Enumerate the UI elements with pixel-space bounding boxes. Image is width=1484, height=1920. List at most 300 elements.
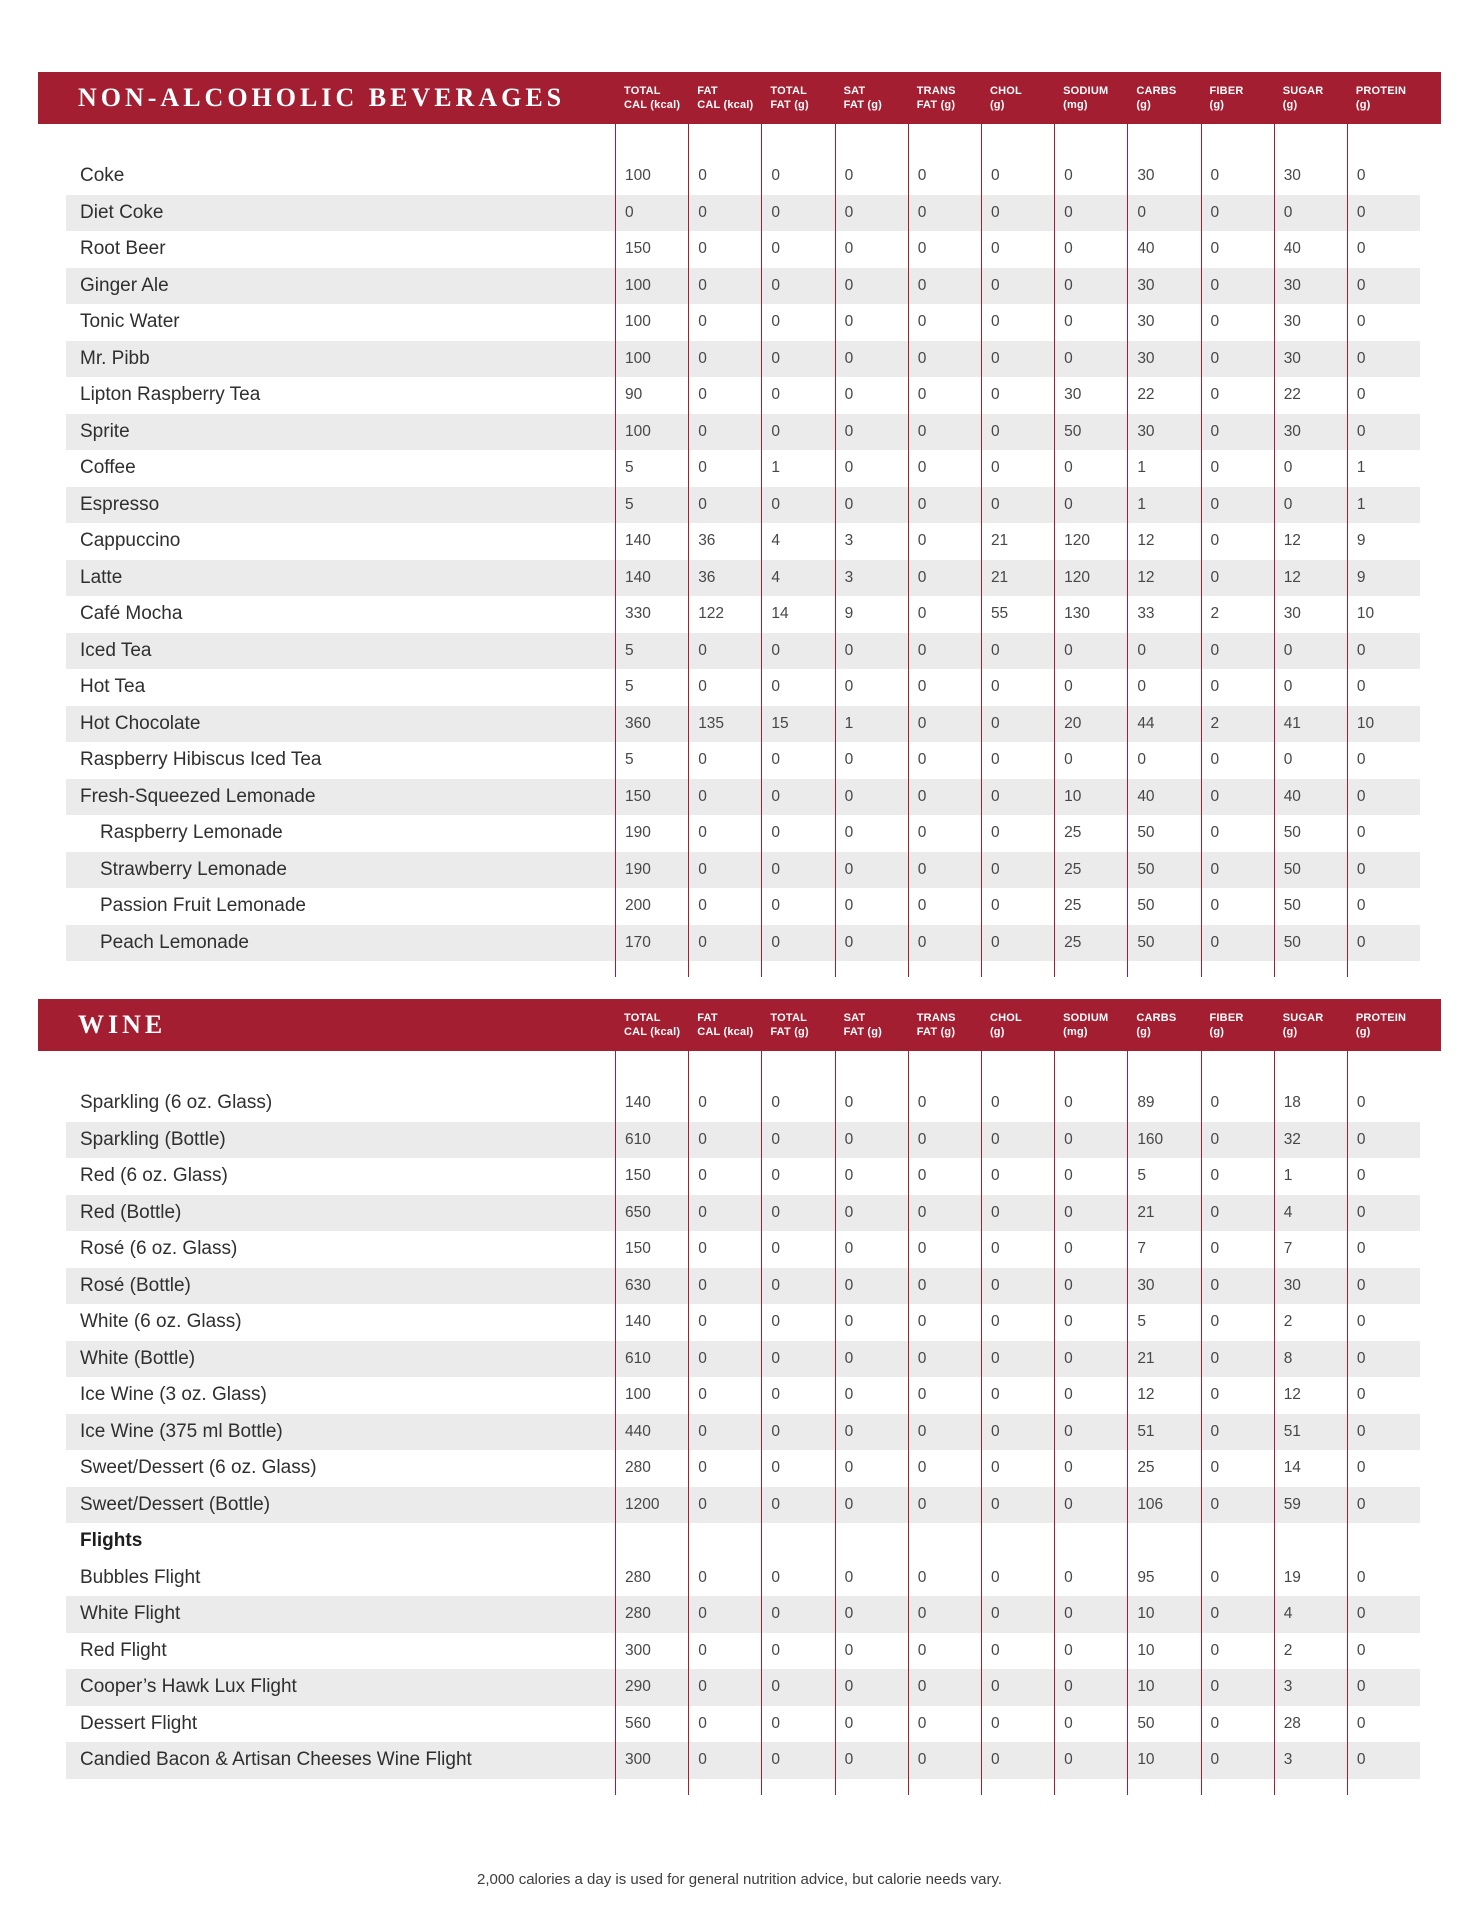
value-cell-carbs-g: 30 (1137, 1276, 1155, 1294)
value-cell-sat-fat-g: 3 (844, 568, 854, 586)
value-cell-trans-fat-g: 0 (917, 787, 927, 805)
section-title-cell (66, 1010, 615, 1040)
value-cell-sugar-g: 3 (1283, 1678, 1293, 1696)
value-cell-total-cal-kcal: 190 (625, 824, 651, 842)
value-cell-sugar-g: 12 (1283, 532, 1301, 550)
value-cell-chol-g: 0 (990, 641, 1000, 659)
value-cell-fiber-g: 0 (1210, 167, 1220, 185)
value-cell-sodium-mg: 0 (1064, 641, 1073, 659)
table-row (66, 560, 1420, 597)
value-cell-total-cal-kcal: 5 (625, 641, 634, 659)
value-cell-trans-fat-g: 0 (917, 349, 927, 367)
value-cell-protein-g: 0 (1356, 1714, 1366, 1732)
value-cell-protein-g: 0 (1356, 1605, 1366, 1623)
value-cell-sodium-mg: 0 (1064, 167, 1073, 185)
column-header-line1: TOTAL (770, 84, 808, 97)
column-header-sodium-mg (1054, 84, 1127, 113)
column-header-total-fat-g (761, 84, 834, 113)
value-cell-total-cal-kcal: 300 (625, 1641, 651, 1659)
value-cell-chol-g: 0 (990, 751, 1000, 769)
value-cell-fat-cal-kcal: 0 (698, 1130, 707, 1148)
value-cell-trans-fat-g: 0 (917, 1167, 927, 1185)
value-cell-sodium-mg: 0 (1064, 1714, 1073, 1732)
column-divider-line (1274, 124, 1275, 977)
value-cell-sodium-mg: 0 (1064, 1240, 1073, 1258)
value-cell-sodium-mg: 0 (1064, 313, 1073, 331)
value-cell-total-fat-g: 0 (771, 933, 780, 951)
column-header-line2: CAL (kcal) (697, 1026, 754, 1038)
value-cell-total-fat-g: 4 (771, 532, 780, 550)
value-cell-trans-fat-g: 0 (917, 897, 927, 915)
value-cell-total-fat-g: 14 (771, 605, 789, 623)
section-wine (38, 999, 1441, 1795)
value-cell-fat-cal-kcal: 0 (698, 1605, 707, 1623)
value-cell-trans-fat-g: 0 (917, 203, 927, 221)
value-cell-sat-fat-g: 0 (844, 1422, 854, 1440)
table-row (66, 1414, 1420, 1451)
value-cell-chol-g: 0 (990, 678, 1000, 696)
column-header-line1: CARBS (1136, 1011, 1177, 1024)
value-cell-fiber-g: 0 (1210, 1130, 1220, 1148)
value-cell-carbs-g: 30 (1137, 422, 1155, 440)
value-cell-total-fat-g: 0 (771, 787, 780, 805)
value-cell-total-cal-kcal: 280 (625, 1605, 651, 1623)
value-cell-chol-g: 0 (990, 1459, 1000, 1477)
value-cell-sodium-mg: 25 (1064, 860, 1082, 878)
value-cell-sat-fat-g: 0 (844, 313, 854, 331)
value-cell-fiber-g: 0 (1210, 1459, 1220, 1477)
value-cell-total-cal-kcal: 360 (625, 714, 651, 732)
column-header-line2: FAT (g) (770, 99, 809, 111)
value-cell-chol-g: 0 (990, 459, 1000, 477)
value-cell-sugar-g: 41 (1283, 714, 1301, 732)
value-cell-fiber-g: 0 (1210, 1641, 1220, 1659)
row-name: Strawberry Lemonade (100, 858, 287, 880)
value-cell-fiber-g: 0 (1210, 824, 1220, 842)
value-cell-chol-g: 0 (990, 1751, 1000, 1769)
value-cell-trans-fat-g: 0 (917, 240, 927, 258)
value-cell-protein-g: 0 (1356, 1276, 1366, 1294)
column-header-line2: FAT (g) (916, 1026, 956, 1038)
value-cell-sugar-g: 50 (1283, 897, 1301, 915)
value-cell-protein-g: 0 (1356, 1313, 1366, 1331)
value-cell-total-cal-kcal: 610 (625, 1349, 651, 1367)
value-cell-protein-g: 0 (1356, 824, 1366, 842)
column-divider-line (1054, 1051, 1055, 1795)
value-cell-chol-g: 0 (990, 1167, 1000, 1185)
value-cell-total-fat-g: 0 (771, 203, 780, 221)
column-header-line2: (g) (1136, 99, 1151, 111)
value-cell-carbs-g: 5 (1137, 1313, 1146, 1331)
table-row (66, 1377, 1420, 1414)
value-cell-protein-g: 0 (1356, 349, 1366, 367)
value-cell-chol-g: 0 (990, 203, 1000, 221)
value-cell-total-fat-g: 0 (771, 495, 780, 513)
row-name: Cooper’s Hawk Lux Flight (80, 1676, 297, 1698)
column-header-line2: CAL (kcal) (624, 99, 681, 111)
value-cell-protein-g: 9 (1356, 568, 1366, 586)
column-header-line1: TOTAL (770, 1011, 808, 1024)
row-name: Red (Bottle) (80, 1201, 182, 1223)
column-header-line2: FAT (g) (843, 1026, 883, 1038)
value-cell-trans-fat-g: 0 (917, 1714, 927, 1732)
value-cell-carbs-g: 95 (1137, 1568, 1155, 1586)
table-row (66, 1669, 1420, 1706)
value-cell-sugar-g: 3 (1283, 1751, 1293, 1769)
value-cell-trans-fat-g: 0 (917, 751, 927, 769)
value-cell-carbs-g: 12 (1137, 532, 1155, 550)
value-cell-total-fat-g: 0 (771, 897, 780, 915)
value-cell-carbs-g: 1 (1137, 495, 1146, 513)
row-name: Red (6 oz. Glass) (80, 1165, 228, 1187)
column-header-line1: CHOL (989, 84, 1022, 97)
column-divider-line (981, 124, 982, 977)
column-divider-line (835, 1051, 836, 1795)
value-cell-total-fat-g: 0 (771, 1605, 780, 1623)
table-row (66, 815, 1420, 852)
value-cell-fiber-g: 0 (1210, 386, 1220, 404)
value-cell-total-cal-kcal: 5 (625, 495, 634, 513)
column-header-total-cal-kcal (615, 84, 688, 113)
row-name: Hot Chocolate (80, 712, 201, 734)
value-cell-chol-g: 0 (990, 897, 1000, 915)
column-header-line2: (mg) (1063, 1026, 1088, 1038)
value-cell-sugar-g: 0 (1283, 678, 1293, 696)
value-cell-protein-g: 0 (1356, 1751, 1366, 1769)
value-cell-chol-g: 0 (990, 240, 1000, 258)
row-name: White (Bottle) (80, 1347, 196, 1369)
table-row (66, 888, 1420, 925)
value-cell-sodium-mg: 0 (1064, 495, 1073, 513)
value-cell-fiber-g: 0 (1210, 1203, 1220, 1221)
row-name: Coke (80, 165, 125, 187)
section-non-alcoholic-beverages (38, 72, 1441, 977)
value-cell-chol-g: 0 (990, 1568, 1000, 1586)
value-cell-sodium-mg: 0 (1064, 751, 1073, 769)
value-cell-total-cal-kcal: 140 (625, 532, 651, 550)
table-subheader-row (66, 1523, 1420, 1560)
value-cell-total-cal-kcal: 150 (625, 787, 651, 805)
value-cell-sugar-g: 2 (1283, 1641, 1293, 1659)
column-header-line2: (g) (1209, 99, 1225, 111)
value-cell-protein-g: 0 (1356, 751, 1366, 769)
table-row (66, 779, 1420, 816)
value-cell-total-cal-kcal: 140 (625, 1094, 651, 1112)
value-cell-chol-g: 0 (990, 1495, 1000, 1513)
value-cell-sodium-mg: 0 (1064, 203, 1073, 221)
value-cell-fat-cal-kcal: 0 (698, 1751, 707, 1769)
value-cell-sodium-mg: 20 (1064, 714, 1082, 732)
column-header-line1: CARBS (1136, 84, 1177, 97)
value-cell-total-fat-g: 0 (771, 1276, 780, 1294)
value-cell-chol-g: 21 (990, 568, 1009, 586)
value-cell-trans-fat-g: 0 (917, 1240, 927, 1258)
value-cell-fat-cal-kcal: 0 (698, 824, 707, 842)
column-header-line1: PROTEIN (1355, 1011, 1407, 1024)
value-cell-fat-cal-kcal: 0 (698, 203, 707, 221)
row-name: Sparkling (6 oz. Glass) (80, 1092, 273, 1114)
value-cell-carbs-g: 12 (1137, 1386, 1155, 1404)
value-cell-fiber-g: 0 (1210, 678, 1220, 696)
value-cell-total-fat-g: 15 (771, 714, 789, 732)
value-cell-sugar-g: 0 (1283, 203, 1293, 221)
value-cell-trans-fat-g: 0 (917, 714, 927, 732)
value-cell-sat-fat-g: 0 (844, 641, 854, 659)
value-cell-chol-g: 0 (990, 313, 1000, 331)
row-name: Peach Lemonade (100, 931, 249, 953)
column-header-sat-fat-g (835, 1011, 908, 1040)
value-cell-protein-g: 10 (1356, 714, 1375, 732)
column-header-fat-cal-kcal (688, 1011, 761, 1040)
value-cell-trans-fat-g: 0 (917, 1130, 927, 1148)
table-row (66, 742, 1420, 779)
value-cell-protein-g: 10 (1356, 605, 1375, 623)
column-header-line2: FAT (g) (770, 1026, 809, 1038)
value-cell-carbs-g: 30 (1137, 313, 1155, 331)
value-cell-carbs-g: 50 (1137, 860, 1155, 878)
footer-disclaimer: 2,000 calories a day is used for general nutrition advice, but calorie needs vary. (476, 1870, 1003, 1888)
value-cell-total-cal-kcal: 440 (625, 1422, 651, 1440)
section-title: WINE (78, 1010, 167, 1039)
value-cell-total-fat-g: 0 (771, 1386, 780, 1404)
value-cell-sat-fat-g: 0 (844, 167, 854, 185)
value-cell-fat-cal-kcal: 0 (698, 240, 707, 258)
value-cell-protein-g: 0 (1356, 1386, 1366, 1404)
table-row (66, 669, 1420, 706)
value-cell-total-cal-kcal: 140 (625, 568, 651, 586)
value-cell-chol-g: 0 (990, 1641, 1000, 1659)
section-title-cell (66, 83, 615, 113)
value-cell-sugar-g: 18 (1283, 1094, 1301, 1112)
value-cell-protein-g: 0 (1356, 787, 1366, 805)
value-cell-fat-cal-kcal: 0 (698, 787, 707, 805)
value-cell-total-fat-g: 0 (771, 1459, 780, 1477)
value-cell-trans-fat-g: 0 (917, 1386, 927, 1404)
value-cell-fat-cal-kcal: 0 (698, 933, 707, 951)
value-cell-sodium-mg: 0 (1064, 1678, 1073, 1696)
column-header-line2: (g) (1136, 1026, 1151, 1038)
value-cell-trans-fat-g: 0 (917, 313, 927, 331)
table-row (66, 1633, 1420, 1670)
value-cell-sat-fat-g: 0 (844, 1276, 854, 1294)
value-cell-trans-fat-g: 0 (917, 1349, 927, 1367)
value-cell-chol-g: 0 (990, 1094, 1000, 1112)
value-cell-carbs-g: 30 (1137, 167, 1155, 185)
value-cell-sugar-g: 30 (1283, 349, 1301, 367)
value-cell-fiber-g: 0 (1210, 349, 1220, 367)
row-name: Ice Wine (3 oz. Glass) (80, 1384, 267, 1406)
value-cell-chol-g: 0 (990, 933, 1000, 951)
value-cell-fiber-g: 0 (1210, 1276, 1220, 1294)
column-divider-line (1201, 1051, 1202, 1795)
column-divider-line (1054, 124, 1055, 977)
row-name: Latte (80, 566, 123, 588)
value-cell-chol-g: 0 (990, 276, 1000, 294)
table-row (66, 487, 1420, 524)
table-row (66, 195, 1420, 232)
value-cell-total-cal-kcal: 100 (625, 1386, 651, 1404)
value-cell-fiber-g: 0 (1210, 532, 1220, 550)
column-divider-line (1127, 1051, 1128, 1795)
value-cell-total-cal-kcal: 100 (625, 313, 651, 331)
value-cell-carbs-g: 160 (1137, 1130, 1164, 1148)
column-divider-line (908, 1051, 909, 1795)
value-cell-chol-g: 0 (990, 495, 1000, 513)
row-name: Passion Fruit Lemonade (100, 895, 306, 917)
column-header-line1: TOTAL (624, 1011, 661, 1024)
row-name: Sparkling (Bottle) (80, 1128, 226, 1150)
value-cell-protein-g: 9 (1356, 532, 1366, 550)
value-cell-fiber-g: 0 (1210, 860, 1220, 878)
value-cell-sat-fat-g: 0 (844, 824, 854, 842)
value-cell-total-fat-g: 0 (771, 349, 780, 367)
row-name: Lipton Raspberry Tea (80, 384, 261, 406)
table-row (66, 377, 1420, 414)
value-cell-sat-fat-g: 0 (844, 1094, 854, 1112)
value-cell-sugar-g: 0 (1283, 751, 1293, 769)
column-header-protein-g (1347, 1011, 1420, 1040)
value-cell-trans-fat-g: 0 (917, 276, 927, 294)
value-cell-total-fat-g: 0 (771, 1678, 780, 1696)
value-cell-carbs-g: 10 (1137, 1751, 1155, 1769)
value-cell-total-cal-kcal: 650 (625, 1203, 651, 1221)
value-cell-fat-cal-kcal: 0 (698, 1240, 707, 1258)
column-header-line1: SUGAR (1282, 84, 1324, 97)
value-cell-carbs-g: 30 (1137, 276, 1155, 294)
value-cell-sodium-mg: 0 (1064, 1605, 1073, 1623)
row-name: Candied Bacon & Artisan Cheeses Wine Flight (80, 1749, 472, 1771)
value-cell-sugar-g: 4 (1283, 1203, 1293, 1221)
table-row (66, 1085, 1420, 1122)
value-cell-carbs-g: 22 (1137, 386, 1155, 404)
column-header-line1: TRANS (916, 1011, 956, 1024)
value-cell-protein-g: 0 (1356, 167, 1366, 185)
value-cell-sugar-g: 30 (1283, 422, 1301, 440)
value-cell-protein-g: 0 (1356, 1641, 1366, 1659)
column-header-line1: SAT (843, 1011, 866, 1024)
row-name: Bubbles Flight (80, 1566, 201, 1588)
row-name: Diet Coke (80, 201, 164, 223)
value-cell-sat-fat-g: 0 (844, 1167, 854, 1185)
value-cell-carbs-g: 25 (1137, 1459, 1155, 1477)
value-cell-fiber-g: 0 (1210, 933, 1220, 951)
value-cell-fiber-g: 0 (1210, 1495, 1220, 1513)
value-cell-total-cal-kcal: 300 (625, 1751, 651, 1769)
value-cell-sat-fat-g: 0 (844, 203, 854, 221)
value-cell-trans-fat-g: 0 (917, 1203, 927, 1221)
value-cell-sugar-g: 12 (1283, 1386, 1301, 1404)
value-cell-sugar-g: 30 (1283, 167, 1301, 185)
value-cell-trans-fat-g: 0 (917, 1313, 927, 1331)
column-header-line1: SAT (843, 84, 866, 97)
table-row (66, 304, 1420, 341)
value-cell-total-cal-kcal: 630 (625, 1276, 651, 1294)
value-cell-fat-cal-kcal: 0 (698, 897, 707, 915)
value-cell-protein-g: 0 (1356, 386, 1366, 404)
value-cell-chol-g: 0 (990, 1130, 1000, 1148)
value-cell-fiber-g: 0 (1210, 203, 1220, 221)
row-name: Hot Tea (80, 676, 146, 698)
value-cell-trans-fat-g: 0 (917, 1459, 927, 1477)
nutrition-page (38, 72, 1441, 1888)
value-cell-sodium-mg: 25 (1064, 897, 1082, 915)
value-cell-protein-g: 0 (1356, 203, 1366, 221)
table-row (66, 341, 1420, 378)
value-cell-sat-fat-g: 0 (844, 678, 854, 696)
column-header-line1: CHOL (989, 1011, 1022, 1024)
value-cell-fat-cal-kcal: 36 (698, 532, 716, 550)
value-cell-carbs-g: 0 (1137, 678, 1146, 696)
row-name: Sprite (80, 420, 130, 442)
column-header-line2: (g) (1282, 99, 1298, 111)
value-cell-fat-cal-kcal: 36 (698, 568, 716, 586)
value-cell-chol-g: 0 (990, 386, 1000, 404)
table-row (66, 596, 1420, 633)
value-cell-sodium-mg: 0 (1064, 1167, 1073, 1185)
value-cell-trans-fat-g: 0 (917, 641, 927, 659)
table-row (66, 1596, 1420, 1633)
value-cell-protein-g: 0 (1356, 897, 1366, 915)
value-cell-sat-fat-g: 0 (844, 1568, 854, 1586)
column-header-total-fat-g (761, 1011, 834, 1040)
value-cell-trans-fat-g: 0 (917, 1495, 927, 1513)
value-cell-fiber-g: 2 (1210, 605, 1220, 623)
table-row (66, 450, 1420, 487)
value-cell-carbs-g: 51 (1137, 1422, 1155, 1440)
value-cell-trans-fat-g: 0 (917, 459, 927, 477)
value-cell-trans-fat-g: 0 (917, 532, 927, 550)
value-cell-carbs-g: 50 (1137, 897, 1155, 915)
value-cell-carbs-g: 10 (1137, 1605, 1155, 1623)
value-cell-total-cal-kcal: 1200 (625, 1495, 660, 1513)
column-header-line2: FAT (g) (843, 99, 883, 111)
column-header-sugar-g (1274, 84, 1347, 113)
value-cell-total-fat-g: 0 (771, 824, 780, 842)
value-cell-fiber-g: 0 (1210, 1167, 1220, 1185)
value-cell-fat-cal-kcal: 0 (698, 641, 707, 659)
value-cell-total-cal-kcal: 150 (625, 1167, 651, 1185)
value-cell-sodium-mg: 0 (1064, 276, 1073, 294)
value-cell-fat-cal-kcal: 0 (698, 386, 707, 404)
value-cell-total-cal-kcal: 280 (625, 1568, 651, 1586)
row-name: Sweet/Dessert (Bottle) (80, 1493, 271, 1515)
value-cell-protein-g: 0 (1356, 240, 1366, 258)
column-header-total-cal-kcal (615, 1011, 688, 1040)
table-row (66, 414, 1420, 451)
value-cell-sat-fat-g: 0 (844, 276, 854, 294)
value-cell-total-fat-g: 0 (771, 678, 780, 696)
value-cell-total-fat-g: 0 (771, 751, 780, 769)
value-cell-sodium-mg: 25 (1064, 824, 1082, 842)
value-cell-sugar-g: 59 (1283, 1495, 1301, 1513)
value-cell-total-cal-kcal: 280 (625, 1459, 651, 1477)
value-cell-trans-fat-g: 0 (917, 1678, 927, 1696)
value-cell-sodium-mg: 0 (1064, 678, 1073, 696)
value-cell-protein-g: 0 (1356, 641, 1366, 659)
value-cell-sodium-mg: 10 (1064, 787, 1082, 805)
value-cell-sugar-g: 28 (1283, 1714, 1301, 1732)
value-cell-sat-fat-g: 0 (844, 495, 854, 513)
value-cell-total-cal-kcal: 560 (625, 1714, 651, 1732)
value-cell-sat-fat-g: 0 (844, 1495, 854, 1513)
value-cell-chol-g: 0 (990, 787, 1000, 805)
value-cell-fat-cal-kcal: 0 (698, 1714, 707, 1732)
table-row (66, 1560, 1420, 1597)
value-cell-fat-cal-kcal: 0 (698, 1568, 707, 1586)
value-cell-total-fat-g: 0 (771, 422, 780, 440)
value-cell-sodium-mg: 0 (1064, 1313, 1073, 1331)
column-header-line1: FIBER (1209, 1011, 1244, 1024)
